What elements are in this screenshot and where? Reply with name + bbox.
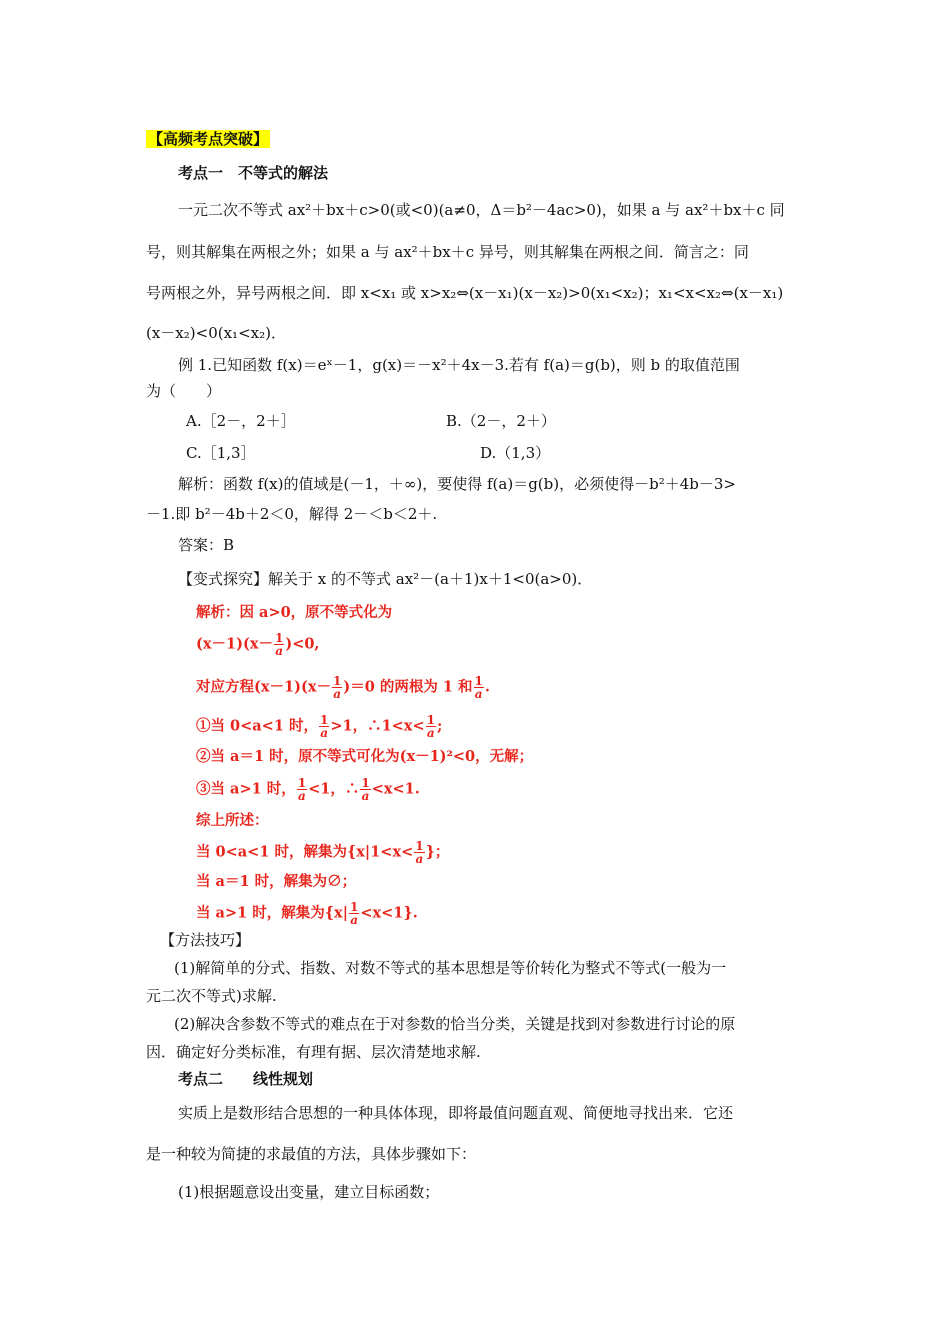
kp2-paragraph-line-1: 实质上是数形结合思想的一种具体体现，即将最值问题直观、简便地寻找出来．它还 — [178, 1104, 734, 1122]
option-b: B.（2－，2＋） — [446, 412, 556, 430]
solution-line-6: ③当 a>1 时， $\frac{1}{a}$ <1，∴ $\frac{1}{a}$ <x<1. — [196, 776, 420, 803]
fraction-one-over-a: $\frac{1}{a}$ — [415, 839, 424, 866]
solution-line-3: 对应方程(x－1)(x－ $\frac{1}{a}$ )＝0 的两根为 1 和 $\frac{1}{a}$ . — [196, 674, 490, 701]
kp2-title: 考点二 线性规划 — [178, 1070, 314, 1088]
solution-line-2-start: (x－1)(x－ — [196, 635, 273, 653]
method-title: 【方法技巧】 — [160, 931, 251, 949]
kp1-paragraph-line-4: (x－x₂)<0(x₁<x₂)． — [146, 324, 286, 342]
method-line-1b: 元二次不等式)求解. — [146, 987, 277, 1005]
example1-analysis-line-2: －1.即 b²－4b＋2＜0，解得 2－＜b＜2＋. — [146, 505, 438, 523]
method-line-1a: (1)解简单的分式、指数、对数不等式的基本思想是等价转化为整式不等式(一般为一 — [174, 959, 727, 977]
solution-line-7: 综上所述： — [196, 812, 269, 829]
kp1-title: 考点一 不等式的解法 — [178, 164, 329, 182]
fraction-one-over-a: $\frac{1}{a}$ — [349, 900, 359, 927]
kp2-paragraph-line-3: (1)根据题意设出变量，建立目标函数； — [178, 1183, 440, 1201]
fraction-one-over-a: $\frac{1}{a}$ — [274, 631, 284, 658]
option-a: A.［2－，2＋］ — [186, 412, 296, 430]
method-line-2a: (2)解决含参数不等式的难点在于对参数的恰当分类，关键是找到对参数进行讨论的原 — [174, 1015, 736, 1033]
fraction-one-over-a: $\frac{1}{a}$ — [319, 713, 329, 740]
kp1-paragraph-line-1: 一元二次不等式 ax²＋bx＋c>0(或<0)(a≠0，Δ＝b²－4ac>0)，如果 a 与 ax²＋bx＋c 同 — [178, 201, 785, 219]
solution-line-4: ①当 0<a<1 时， $\frac{1}{a}$ >1，∴1<x< $\frac{1}{a}$ ; — [196, 713, 443, 740]
solution-line-9: 当 a＝1 时，解集为∅； — [196, 873, 357, 890]
section-header — [146, 128, 270, 150]
solution-line-5: ②当 a＝1 时，原不等式可化为(x－1)²<0，无解； — [196, 748, 534, 765]
fraction-one-over-a: $\frac{1}{a}$ — [361, 776, 370, 803]
example1-answer: 答案：B — [178, 536, 235, 554]
fraction-one-over-a: $\frac{1}{a}$ — [297, 776, 307, 803]
kp1-paragraph-line-2: 号，则其解集在两根之外；如果 a 与 ax²＋bx＋c 异号，则其解集在两根之间．简言之：同 — [146, 243, 749, 261]
solution-line-1: 解析：因 a>0，原不等式化为 — [196, 604, 393, 621]
fraction-one-over-a: $\frac{1}{a}$ — [474, 674, 483, 701]
example1-analysis-line-1: 解析：函数 f(x)的值域是(－1，＋∞)，要使得 f(a)＝g(b)，必须使得－b²＋4b－3> — [178, 475, 736, 493]
kp1-paragraph-line-3: 号两根之外，异号两根之间．即 x<x₁ 或 x>x₂⇔(x－x₁)(x－x₂)>0(x₁<x₂)；x₁<x<x₂⇔(x－x₁) — [146, 284, 784, 302]
solution-line-8: 当 0<a<1 时，解集为{x|1<x< $\frac{1}{a}$ }； — [196, 839, 450, 866]
variant-title: 【变式探究】解关于 x 的不等式 ax²－(a＋1)x＋1<0(a>0)． — [178, 570, 593, 588]
example1-stem-line-1: 例 1.已知函数 f(x)＝eˣ－1，g(x)＝－x²＋4x－3.若有 f(a)＝g(b)，则 b 的取值范围 — [178, 356, 740, 374]
solution-line-2 — [196, 632, 319, 657]
example1-stem-line-2: 为（ ） — [146, 382, 222, 400]
fraction-one-over-a: $\frac{1}{a}$ — [332, 674, 342, 701]
fraction-one-over-a: $\frac{1}{a}$ — [426, 713, 435, 740]
option-d: D.（1,3） — [480, 444, 551, 462]
section-header-text: 【高频考点突破】 — [148, 130, 269, 148]
kp2-paragraph-line-2: 是一种较为简捷的求最值的方法，具体步骤如下： — [146, 1145, 477, 1163]
solution-line-2-end: )<0, — [285, 635, 320, 653]
method-line-2b: 因．确定好分类标准，有理有据、层次清楚地求解. — [146, 1043, 481, 1061]
option-c: C.［1,3］ — [186, 444, 256, 462]
solution-line-10: 当 a>1 时，解集为{x| $\frac{1}{a}$ <x<1}. — [196, 900, 418, 927]
